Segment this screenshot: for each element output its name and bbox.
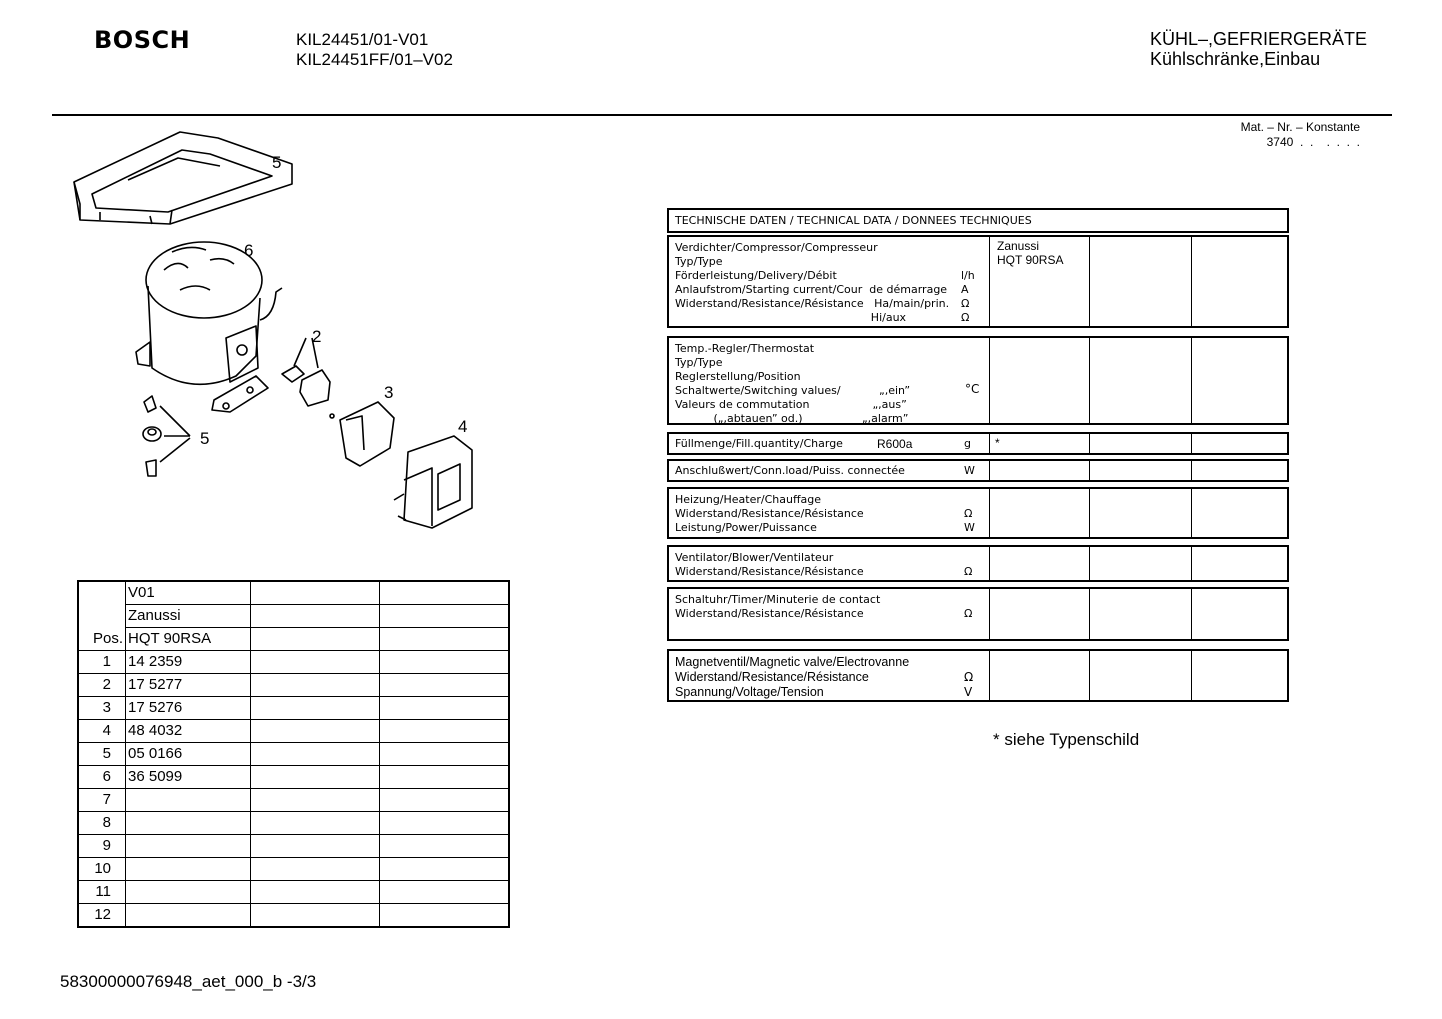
parts-table [77,580,510,928]
pos-cell: 12 [78,904,126,928]
timer-units: Ω [964,607,973,620]
document-id: 58300000076948_aet_000_b -3/3 [60,972,317,991]
pos-cell: 7 [78,789,126,812]
relay-part [282,338,330,406]
model-numbers [296,30,453,70]
part-number-cell: 48 4032 [126,720,251,743]
part-number-cell [126,904,251,928]
fastener-parts [143,396,190,476]
callout-6: 5 [272,153,282,172]
table-row [78,858,509,881]
model-number-2: KIL24451FF/01–V02 [296,50,453,69]
category [1150,29,1367,69]
part-number-cell: 17 5277 [126,674,251,697]
callout-3: 3 [384,383,394,402]
material-number [1200,120,1360,150]
callout-5: 5 [200,429,210,448]
pos-cell: 1 [78,651,126,674]
relay-cover-part [330,402,394,466]
blower-units: Ω [964,565,973,578]
table-row [78,789,509,812]
timer-labels: Schaltuhr/Timer/Minuterie de contact Widerstand/Resistance/Résistance [675,593,881,620]
charge-label: Füllmenge/Fill.quantity/Charge [675,437,843,450]
technical-data-title-box [667,208,1289,233]
drip-tray-part [74,132,292,224]
charge-unit: g [964,437,971,450]
part-number-cell [126,858,251,881]
callout-2: 2 [312,327,322,346]
connected-load-section [667,459,1289,482]
charge-value: * [995,436,1000,450]
table-row [78,720,509,743]
pos-cell: 4 [78,720,126,743]
valve-section [667,649,1289,702]
heater-labels: Heizung/Heater/Chauffage Widerstand/Resistance/Résistance Leistung/Power/Puissance [675,493,864,534]
part-number-cell: 14 2359 [126,651,251,674]
material-number-label: Mat. – Nr. – Konstante [1240,120,1360,134]
part-number-cell [126,881,251,904]
part-number-cell [126,835,251,858]
table-row [78,881,509,904]
variant-cell: V01 [126,581,251,605]
pos-cell: 8 [78,812,126,835]
blower-section [667,545,1289,582]
thermostat-labels: Temp.-Regler/Thermostat Typ/Type Reglerstellung/Position Schaltwerte/Switching values/ „,ein” Valeurs de commutation „,aus” („,abtauen” od.) „,alarm” [675,342,911,425]
category-subtitle: Kühlschränke,Einbau [1150,49,1321,69]
electronics-housing-part [394,436,472,528]
table-row [78,651,509,674]
table-row [78,766,509,789]
connected-load-unit: W [964,464,975,477]
table-row [78,697,509,720]
table-row [78,743,509,766]
compressor-units: l/h A Ω Ω [961,269,975,324]
timer-section [667,587,1289,641]
compressor-labels: Verdichter/Compressor/Compresseur Typ/Type Förderleistung/Delivery/Débit Anlaufstrom/Starting current/Cour de démarrage Widerstand/Resistance/Résistance Ha/main/prin. Hi/aux [675,241,950,324]
blower-labels: Ventilator/Blower/Ventilateur Widerstand/Resistance/Résistance [675,551,864,578]
category-title: KÜHL–,GEFRIERGERÄTE [1150,29,1368,49]
compressor-section [667,235,1289,328]
table-row [78,605,509,628]
pos-header: Pos. [78,581,126,651]
part-number-cell: 36 5099 [126,766,251,789]
table-row [78,835,509,858]
heater-section [667,487,1289,539]
heater-units: Ω W [964,507,975,534]
part-number-cell [126,789,251,812]
charge-gas: R600a [877,437,913,451]
thermostat-section [667,336,1289,425]
pos-cell: 3 [78,697,126,720]
maker-cell: Zanussi [126,605,251,628]
charge-section [667,432,1289,455]
thermostat-unit: °C [965,382,980,396]
callout-4: 4 [458,417,468,436]
exploded-parts-diagram [60,120,490,560]
pos-cell: 6 [78,766,126,789]
part-number-cell [126,812,251,835]
table-row [78,628,509,651]
material-number-value: 3740 . . . . . . [1266,135,1360,149]
pos-cell: 11 [78,881,126,904]
pos-cell: 5 [78,743,126,766]
table-row [78,812,509,835]
callout-1: 6 [244,241,254,260]
technical-data-title: TECHNISCHE DATEN / TECHNICAL DATA / DONNEES TECHNIQUES [675,214,1032,227]
type-cell: HQT 90RSA [126,628,251,651]
footnote: * siehe Typenschild [993,730,1140,749]
pos-cell: 9 [78,835,126,858]
part-number-cell: 17 5276 [126,697,251,720]
valve-units: Ω V [964,670,974,699]
connected-load-label: Anschlußwert/Conn.load/Puiss. connectée [675,464,905,477]
table-row [78,581,509,605]
compressor-value: Zanussi HQT 90RSA [997,239,1064,267]
table-row [78,674,509,697]
pos-cell: 10 [78,858,126,881]
pos-cell: 2 [78,674,126,697]
header-rule [52,114,1392,116]
table-row [78,904,509,928]
compressor-part [136,242,282,412]
valve-labels: Magnetventil/Magnetic valve/Electrovanne Widerstand/Resistance/Résistance Spannung/Voltage/Tension [675,655,910,699]
brand-logo: BOSCH [94,26,191,54]
part-number-cell: 05 0166 [126,743,251,766]
model-number-1: KIL24451/01-V01 [296,30,429,49]
